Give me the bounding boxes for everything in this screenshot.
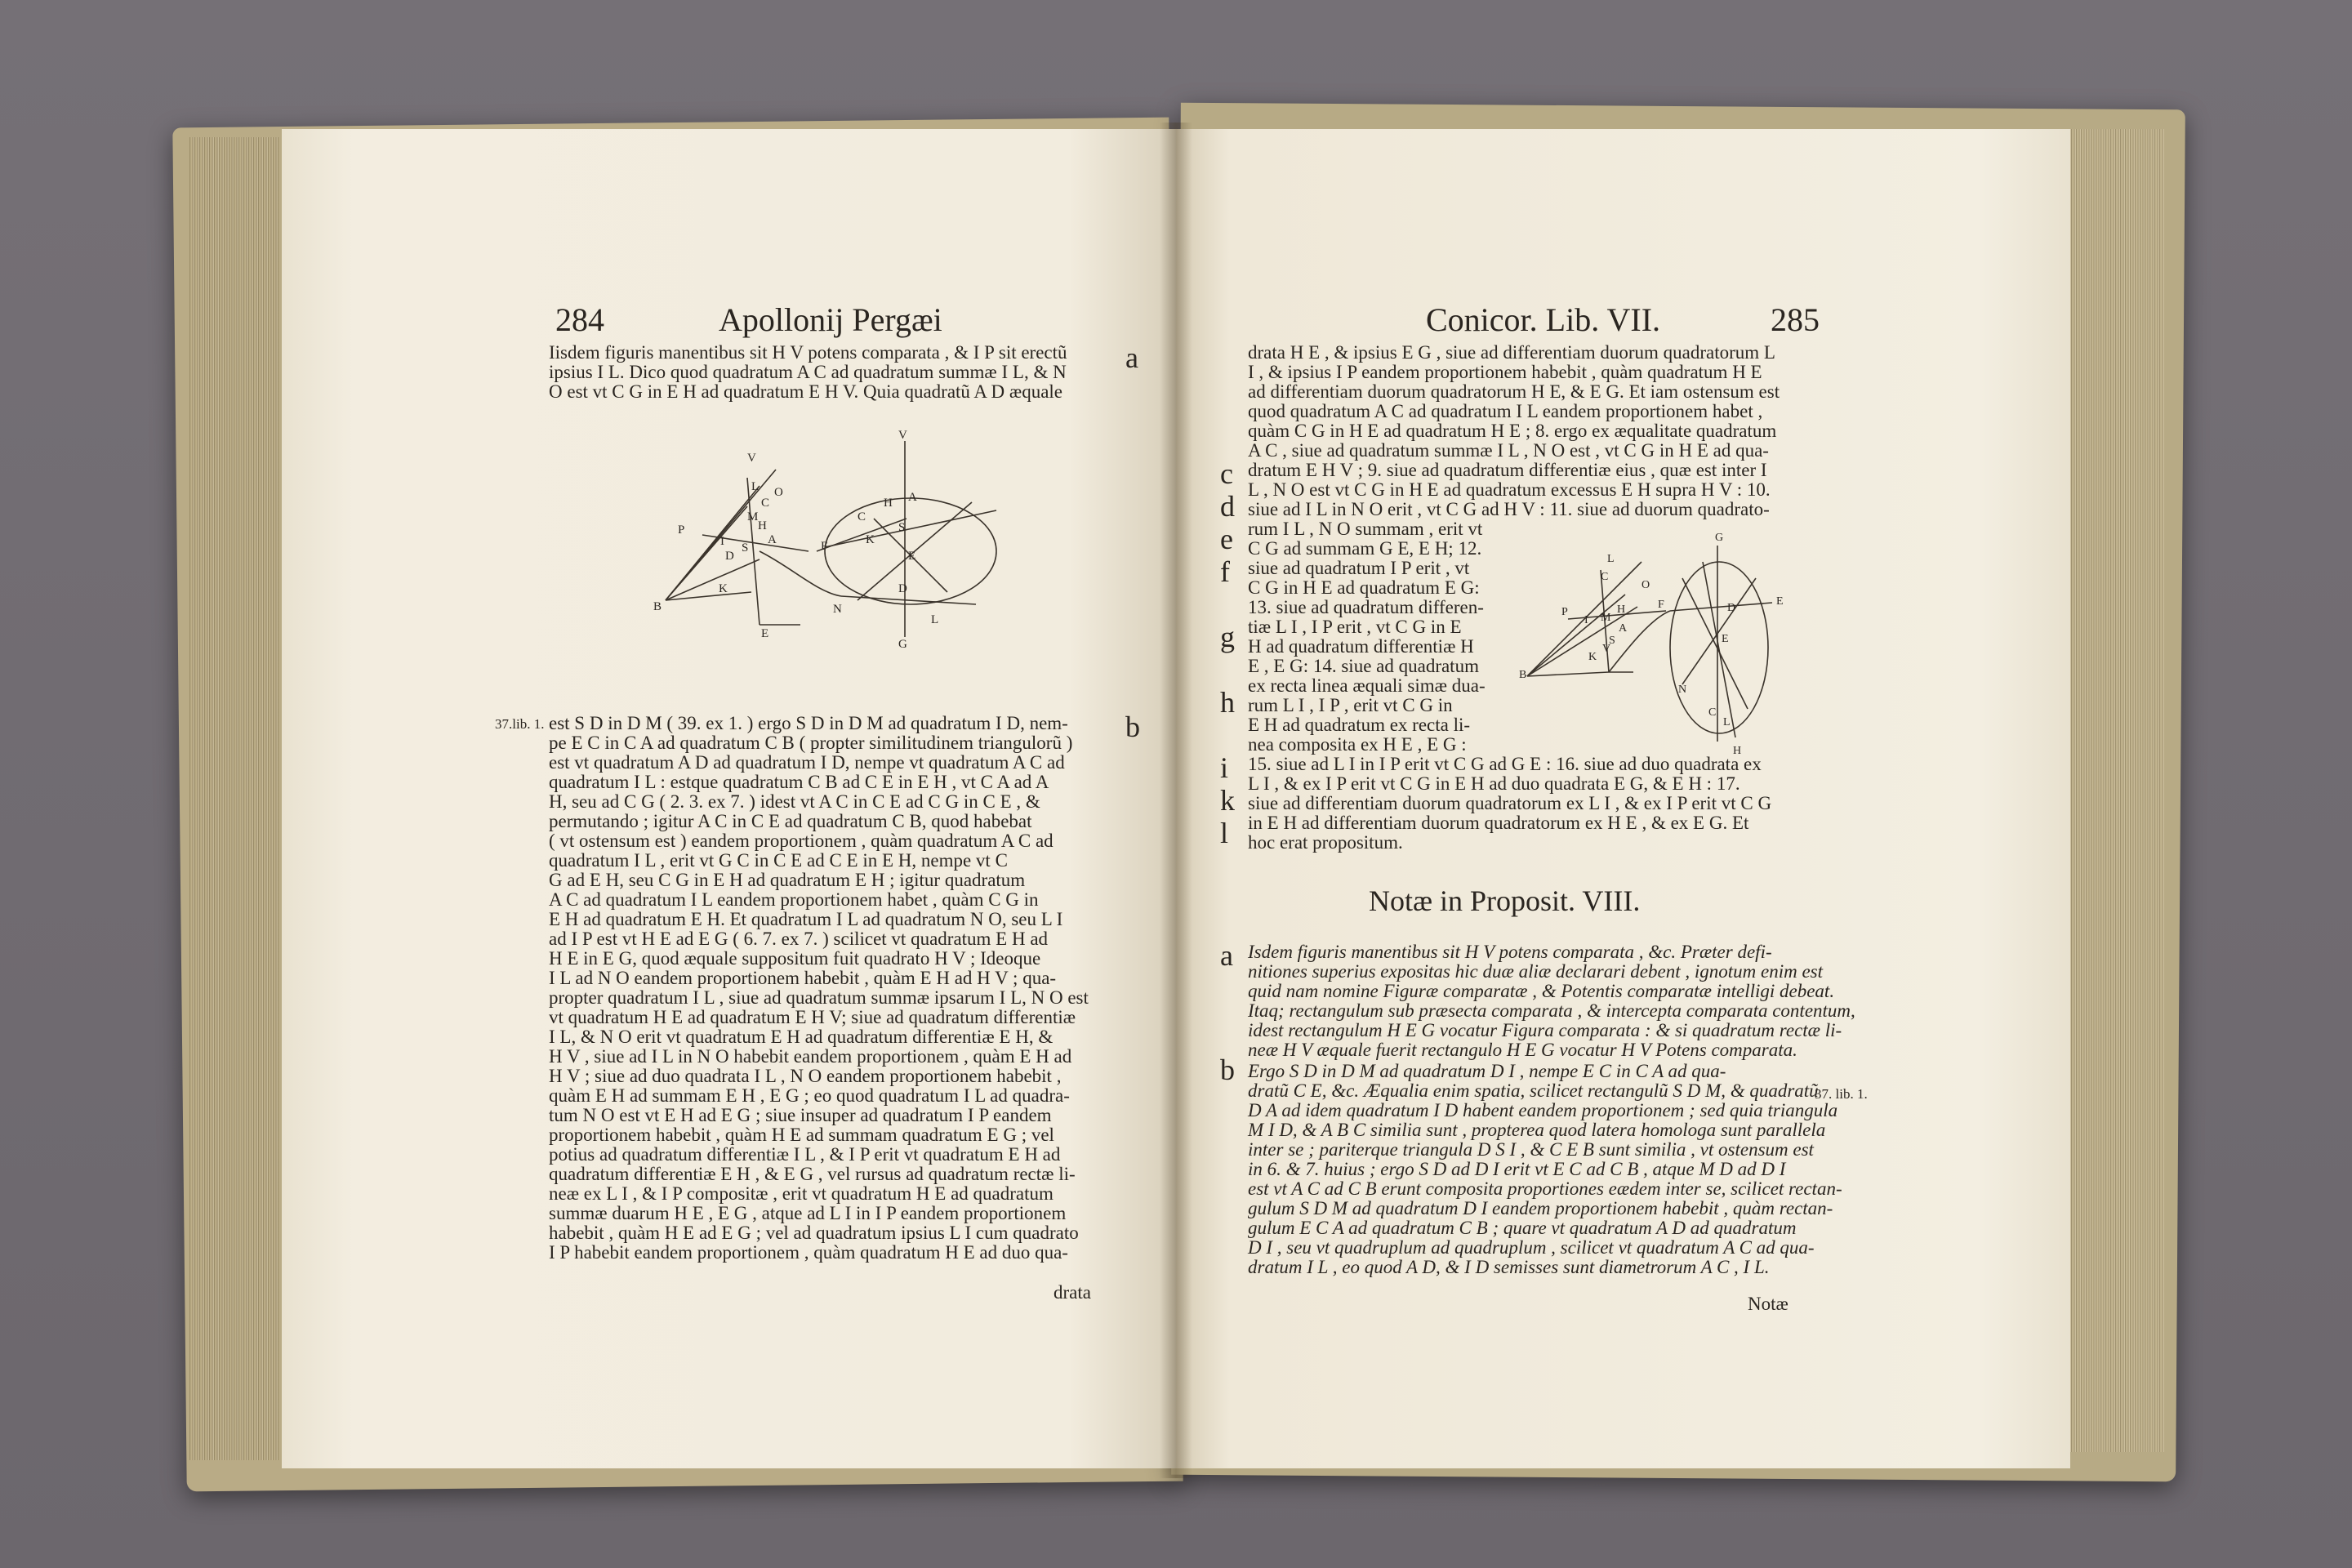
figure-label: A (1619, 622, 1628, 635)
figure-label: H (1617, 604, 1626, 616)
right-catchword: Notæ (1748, 1294, 1788, 1314)
figure-label: D (1727, 602, 1736, 614)
figure-label: G (898, 638, 907, 649)
figure-label: I (1584, 614, 1588, 626)
left-running-title: Apollonij Pergæi (719, 301, 942, 338)
figure-label: B (1519, 669, 1527, 681)
figure-label: M (1601, 612, 1611, 624)
figure-label: C (761, 497, 770, 510)
left-catchword: drata (1054, 1282, 1091, 1303)
figure-label: D (898, 582, 907, 595)
figure-label: P (678, 523, 685, 537)
figure-label: K (866, 533, 875, 546)
figure-label: H (884, 497, 893, 510)
right-side-reference: 37. lib. 1. (1815, 1086, 1868, 1102)
figure-label: I (720, 535, 724, 548)
figure-label: K (719, 582, 728, 595)
right-margin-letters: c d e f g h i k l (1220, 457, 1235, 849)
left-body-text: est S D in D M ( 39. ex 1. ) ergo S D in D M ad quadratum I D, nem- pe E C in C A ad quadratum C B ( propter similitudinem triangulorũ ) est vt quadratum A D ad quadratum I D, nempe vt quadratum A C ad quadratum I L : estque quadratum C B ad C E in E H , vt C A ad A H, seu ad C G ( 2. 3. ex 7. ) idest vt A C in C E ad C G in C E , & permutando ; igitur A C in C E ad quadratum C B, quod habebat ( vt ostensum est ) eandem proportionem , quàm quadratum A C ad quadratum I L , erit vt G C in C E ad C E in E H, nempe vt C G ad E H, seu C G in E H ad quadratum E H ; igitur quadratum A C ad quadratum I L eandem proportionem habet , quàm C G in E H ad quadratum E H. Et quadratum I L ad quadratum N O, seu L I ad I P est vt H E ad E G ( 6. 7. ex 7. ) scilicet vt quadratum E H ad H E in E G, quod æquale suppositum fuit quadrato H V ; Ideoque I L ad N O eandem proportionem habebit , quàm E H ad H V ; qua- propter quadratum I L , siue ad quadratum summæ ipsarum I L, N O est vt quadratum H E ad quadratum E H V; siue ad quadratum differentiæ I L, & N O erit vt quadratum E H ad quadratum differentiæ E H, & H V , siue ad I L in N O habebit eandem proportionem , quàm E H ad H V ; siue ad duo quadrata I L , N O eandem proportionem habebit , quàm E H ad summam E H , E G ; eo quod quadratum I L ad quadra- tum N O est vt E H ad E G ; siue insuper ad quadratum I P eandem proportionem habebit , quàm H E ad summam quadratum E G ; vel potius ad quadratum differentiæ I L , & I P erit vt quadratum E H ad quadratum differentiæ E H , & E G , vel rursus ad quadratum rectæ li- neæ ex L I , & I P compositæ , erit vt quadratum H E ad quadratum summæ duarum H E , E G , atque ad L I in I P eandem proportionem habebit , quàm H E ad E G ; vel ad quadratum ipsius L I cum quadrato I P habebit eandem proportionem , quàm quadratum H E ad duo qua- (549, 713, 1089, 1263)
figure-label: C (1708, 706, 1717, 719)
right-bottom-text: 15. siue ad L I in I P erit vt C G ad G E : 16. siue ad duo quadrata ex L I , & ex I P erit vt C G in E H ad duo quadrata E G, & E H : 17. siue ad differentiam duorum quadratorum ex L I , & ex I P erit vt C G in E H ad differentiam duorum quadratorum ex H E , & ex E G. Et hoc erat propositum. (1248, 754, 1772, 853)
note-b-label: b (1220, 1054, 1235, 1086)
page-edges-right (2066, 129, 2164, 1452)
note-a-text: Isdem figuris manentibus sit H V potens comparata , &c. Præter defi- nitiones superius expositas hic duæ aliæ declarari debent , ignotum enim est quid nam nomine Figuræ comparatæ , & Potentis comparatæ intelligi debeat. Itaq; rectangulum sub præsecta comparata , & intercepta comparata contentum, idest rectangulum H E G vocatur Figura comparata : & si quadratum rectæ li- neæ H V æquale fuerit rectangulo H E G vocatur H V Potens comparata. (1248, 942, 1855, 1060)
figure-label: D (725, 550, 734, 563)
figure-label: C (858, 510, 866, 523)
figure-label: H (758, 519, 767, 532)
figure-label: N (1678, 684, 1687, 696)
figure-label: O (774, 486, 783, 499)
note-a-label: a (1220, 939, 1233, 972)
figure-label: A (908, 491, 917, 504)
left-side-reference: 37.lib. 1. (495, 716, 545, 732)
figure-label: E (1722, 633, 1729, 645)
figure-label: P (1561, 606, 1568, 618)
left-top-text: Iisdem figuris manentibus sit H V potens comparata , & I P sit erectũ ipsius I L. Dico quod quadratum A C ad quadratum summæ I L, & N O est vt C G in E H ad quadratum E H V. Quia quadratũ A D æquale (549, 342, 1067, 402)
figure-label: L (1723, 716, 1731, 728)
left-geometric-figure (653, 429, 1029, 649)
figure-label: E (761, 627, 769, 640)
figure-label: N (833, 603, 842, 616)
figure-label: V (1602, 643, 1611, 655)
figure-label: H (1733, 745, 1742, 757)
right-running-title: Conicor. Lib. VII. (1426, 301, 1661, 338)
figure-label: E (1776, 595, 1784, 608)
notes-heading: Notæ in Proposit. VIII. (1369, 884, 1641, 917)
page-edges-left (189, 137, 279, 1460)
right-geometric-figure (1519, 529, 1788, 758)
figure-label: M (747, 510, 759, 523)
book-gutter (1160, 122, 1192, 1478)
figure-label: L (931, 613, 939, 626)
right-left-text: rum I L , N O summam , erit vt C G ad summam G E, E H; 12. siue ad quadratum I P erit , vt C G in H E ad quadratum E G: 13. siue ad quadratum differen- tiæ L I , I P erit , vt C G in E H ad quadratum differentiæ H E , E G: 14. siue ad quadratum ex recta linea æquali simæ dua- rum L I , I P , erit vt C G in E H ad quadratum ex recta li- nea composita ex H E , E G : (1248, 519, 1486, 755)
figure-label: F (1658, 599, 1664, 611)
figure-label: E (908, 550, 916, 563)
figure-label: C (1601, 571, 1609, 583)
left-page-number: 284 (555, 301, 604, 338)
figure-label: S (1609, 635, 1615, 647)
figure-label: S (898, 521, 906, 534)
left-margin-note-b: b (1125, 710, 1140, 743)
figure-label: B (653, 600, 662, 613)
note-b-text: Ergo S D in D M ad quadratum D I , nempe E C in C A ad qua- dratũ C E, &c. Æqualia enim spatia, scilicet rectangulũ S D M, & quadratũ D A ad idem quadratum I D habent eandem proportionem ; sed quia triangula M I D, & A B C similia sunt , propterea quod latera homologa sunt parallela inter se ; pariterque triangula D S I , & C E B sunt similia , vt ostensum est in 6. & 7. huius ; ergo S D ad D I erit vt E C ad C B , atque M D ad D I est vt A C ad C B erunt composita proportiones eædem inter se, scilicet rectan- gulum S D M ad quadratum D I eandem proportionem habebit , quàm rectan- gulum E C A ad quadratum C B ; quare vt quadratum A D ad quadratum D I , seu vt quadruplum ad quadruplum , scilicet vt quadratum A C ad qua- dratum I L , eo quod A D, & I D semisses sunt diametrorum A C , I L. (1248, 1061, 1842, 1277)
right-page-number: 285 (1771, 301, 1820, 338)
figure-label: O (1642, 579, 1650, 591)
left-margin-note-a: a (1125, 341, 1138, 374)
figure-label: L (1607, 553, 1615, 565)
figure-label: V (747, 452, 756, 465)
figure-label: L (751, 480, 760, 493)
figure-label: A (768, 533, 777, 546)
right-top-text: drata H E , & ipsius E G , siue ad differentiam duorum quadratorum L I , & ipsius I P eandem proportionem habebit , quàm quadratum H E ad differentiam duorum quadratorum H E, & E G. Et iam ostensum est quod quadratum A C ad quadratum I L eandem proportionem habet , quàm C G in H E ad quadratum H E ; 8. ergo ex æqualitate quadratum A C , siue ad quadratum summæ I L , N O est , vt C G in H E ad qua- dratum E H V ; 9. siue ad quadratum differentiæ eius , quæ est inter I L , N O est vt C G in H E ad quadratum excessus E H supra H V : 10. siue ad I L in N O erit , vt C G ad H V : 11. siue ad duorum quadrato- (1248, 342, 1780, 519)
figure-label: K (1588, 651, 1597, 663)
figure-label: G (1715, 532, 1724, 544)
figure-label: F (821, 540, 828, 553)
figure-label: V (898, 429, 907, 442)
figure-label: S (742, 541, 749, 555)
